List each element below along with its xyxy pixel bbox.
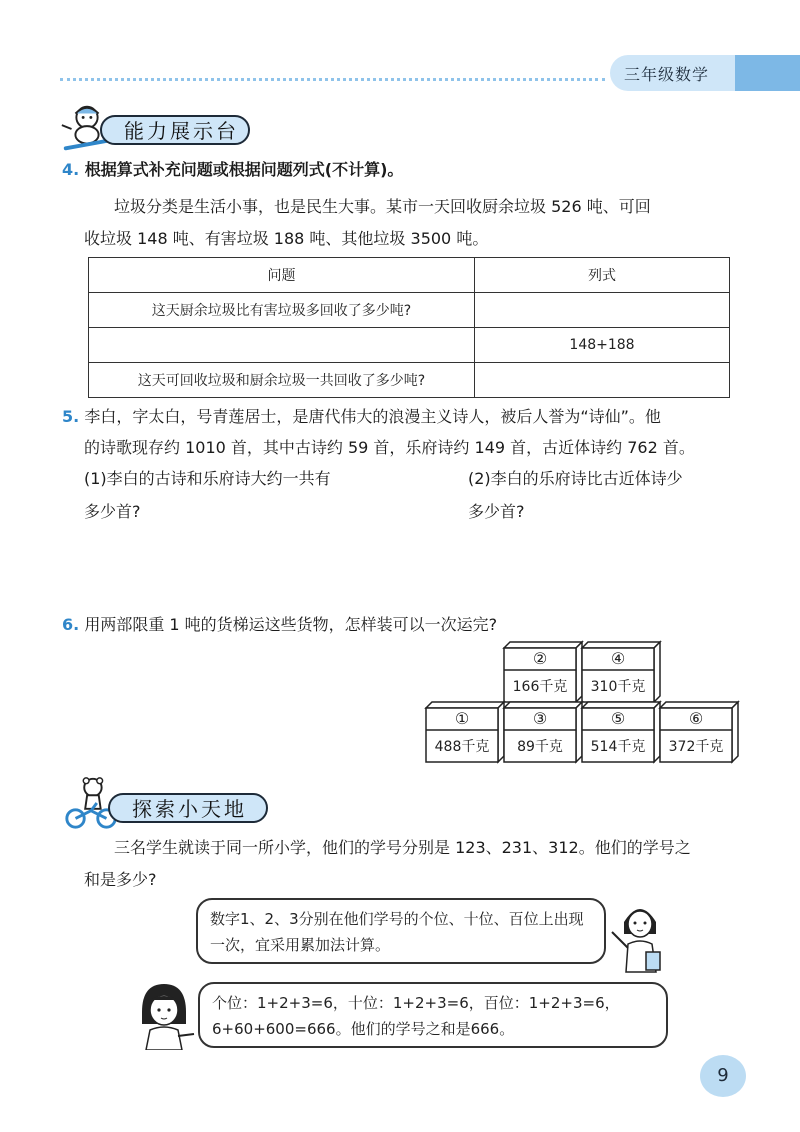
box-4-weight: 310千克 [590, 679, 646, 695]
box-3-label: ③ [532, 709, 548, 728]
header-dotted-line [60, 78, 605, 81]
q5-sub1-line1: (1)李白的古诗和乐府诗大约一共有 [84, 469, 331, 488]
q4-text-line1: 垃圾分类是生活小事，也是民生大事。某市一天回收厨余垃圾 526 吨、可回 [114, 197, 651, 216]
q5-sub1-line2: 多少首? [84, 502, 141, 521]
table-cell: 148+188 [475, 328, 730, 363]
table-header: 列式 [475, 258, 730, 293]
q4-instruction-line [62, 156, 403, 184]
bubble1-line2: 一次，宜采用累加法计算。 [210, 936, 391, 954]
table-row [89, 293, 730, 328]
explore-text-line1: 三名学生就读于同一所小学，他们的学号分别是 123、231、312。他们的学号之 [114, 838, 691, 857]
q4-text-line2: 收垃圾 148 吨、有害垃圾 188 吨、其他垃圾 3500 吨。 [84, 229, 489, 248]
q5-text-line2: 的诗歌现存约 1010 首，其中古诗约 59 首，乐府诗约 149 首，古近体诗约 762 首。 [84, 438, 695, 457]
box-5-weight: 514千克 [590, 739, 646, 755]
box-1-label: ① [454, 709, 470, 728]
table-cell-answer[interactable] [475, 363, 730, 398]
q5-sub2-line2: 多少首? [468, 502, 525, 521]
speech-bubble-teacher [196, 898, 606, 964]
student-icon [128, 978, 200, 1050]
table-cell-answer[interactable] [475, 293, 730, 328]
bubble2-line2: 6+60+600=666。他们的学号之和是666。 [212, 1020, 515, 1038]
q4-table [88, 257, 730, 398]
grade-tab-accent [735, 55, 800, 91]
q6-line [62, 611, 497, 639]
table-cell: 这天厨余垃圾比有害垃圾多回收了多少吨? [89, 293, 475, 328]
table-header-row [89, 258, 730, 293]
box-2-weight: 166千克 [512, 679, 568, 695]
table-header: 问题 [89, 258, 475, 293]
q4-instruction: 根据算式补充问题或根据问题列式(不计算)。 [84, 160, 404, 179]
q4-number: 4. [62, 160, 80, 179]
speech-bubble-student [198, 982, 668, 1048]
box-3-weight: 89千克 [517, 739, 563, 755]
table-cell-answer[interactable] [89, 328, 475, 363]
box-4-label: ④ [610, 649, 626, 668]
page-number: 9 [700, 1055, 746, 1097]
explore-text-line2: 和是多少? [84, 870, 157, 889]
box-1-weight: 488千克 [434, 739, 490, 755]
q5-number: 5. [62, 407, 80, 426]
q5-text-line1: 李白，字太白，号青莲居士，是唐代伟大的浪漫主义诗人，被后人誉为“诗仙”。他 [84, 407, 661, 426]
box-6-label: ⑥ [688, 709, 704, 728]
grade-label: 三年级数学 [624, 65, 710, 84]
q5-sub2-line1: (2)李白的乐府诗比古近体诗少 [468, 469, 683, 488]
table-row [89, 363, 730, 398]
table-cell: 这天可回收垃圾和厨余垃圾一共回收了多少吨? [89, 363, 475, 398]
table-row [89, 328, 730, 363]
teacher-icon [600, 894, 680, 974]
section-title-explore: 探索小天地 [108, 793, 268, 823]
q5-line1 [62, 403, 661, 431]
box-5-label: ⑤ [610, 709, 626, 728]
bubble1-line1: 数字1、2、3分别在他们学号的个位、十位、百位上出现 [210, 910, 584, 928]
section-title-ability: 能力展示台 [100, 115, 250, 145]
q6-number: 6. [62, 615, 80, 634]
bubble2-line1: 个位：1+2+3=6，十位：1+2+3=6，百位：1+2+3=6， [212, 994, 620, 1012]
box-2-label: ② [532, 649, 548, 668]
q6-text: 用两部限重 1 吨的货梯运这些货物，怎样装可以一次运完? [84, 615, 498, 634]
box-6-weight: 372千克 [668, 739, 724, 755]
